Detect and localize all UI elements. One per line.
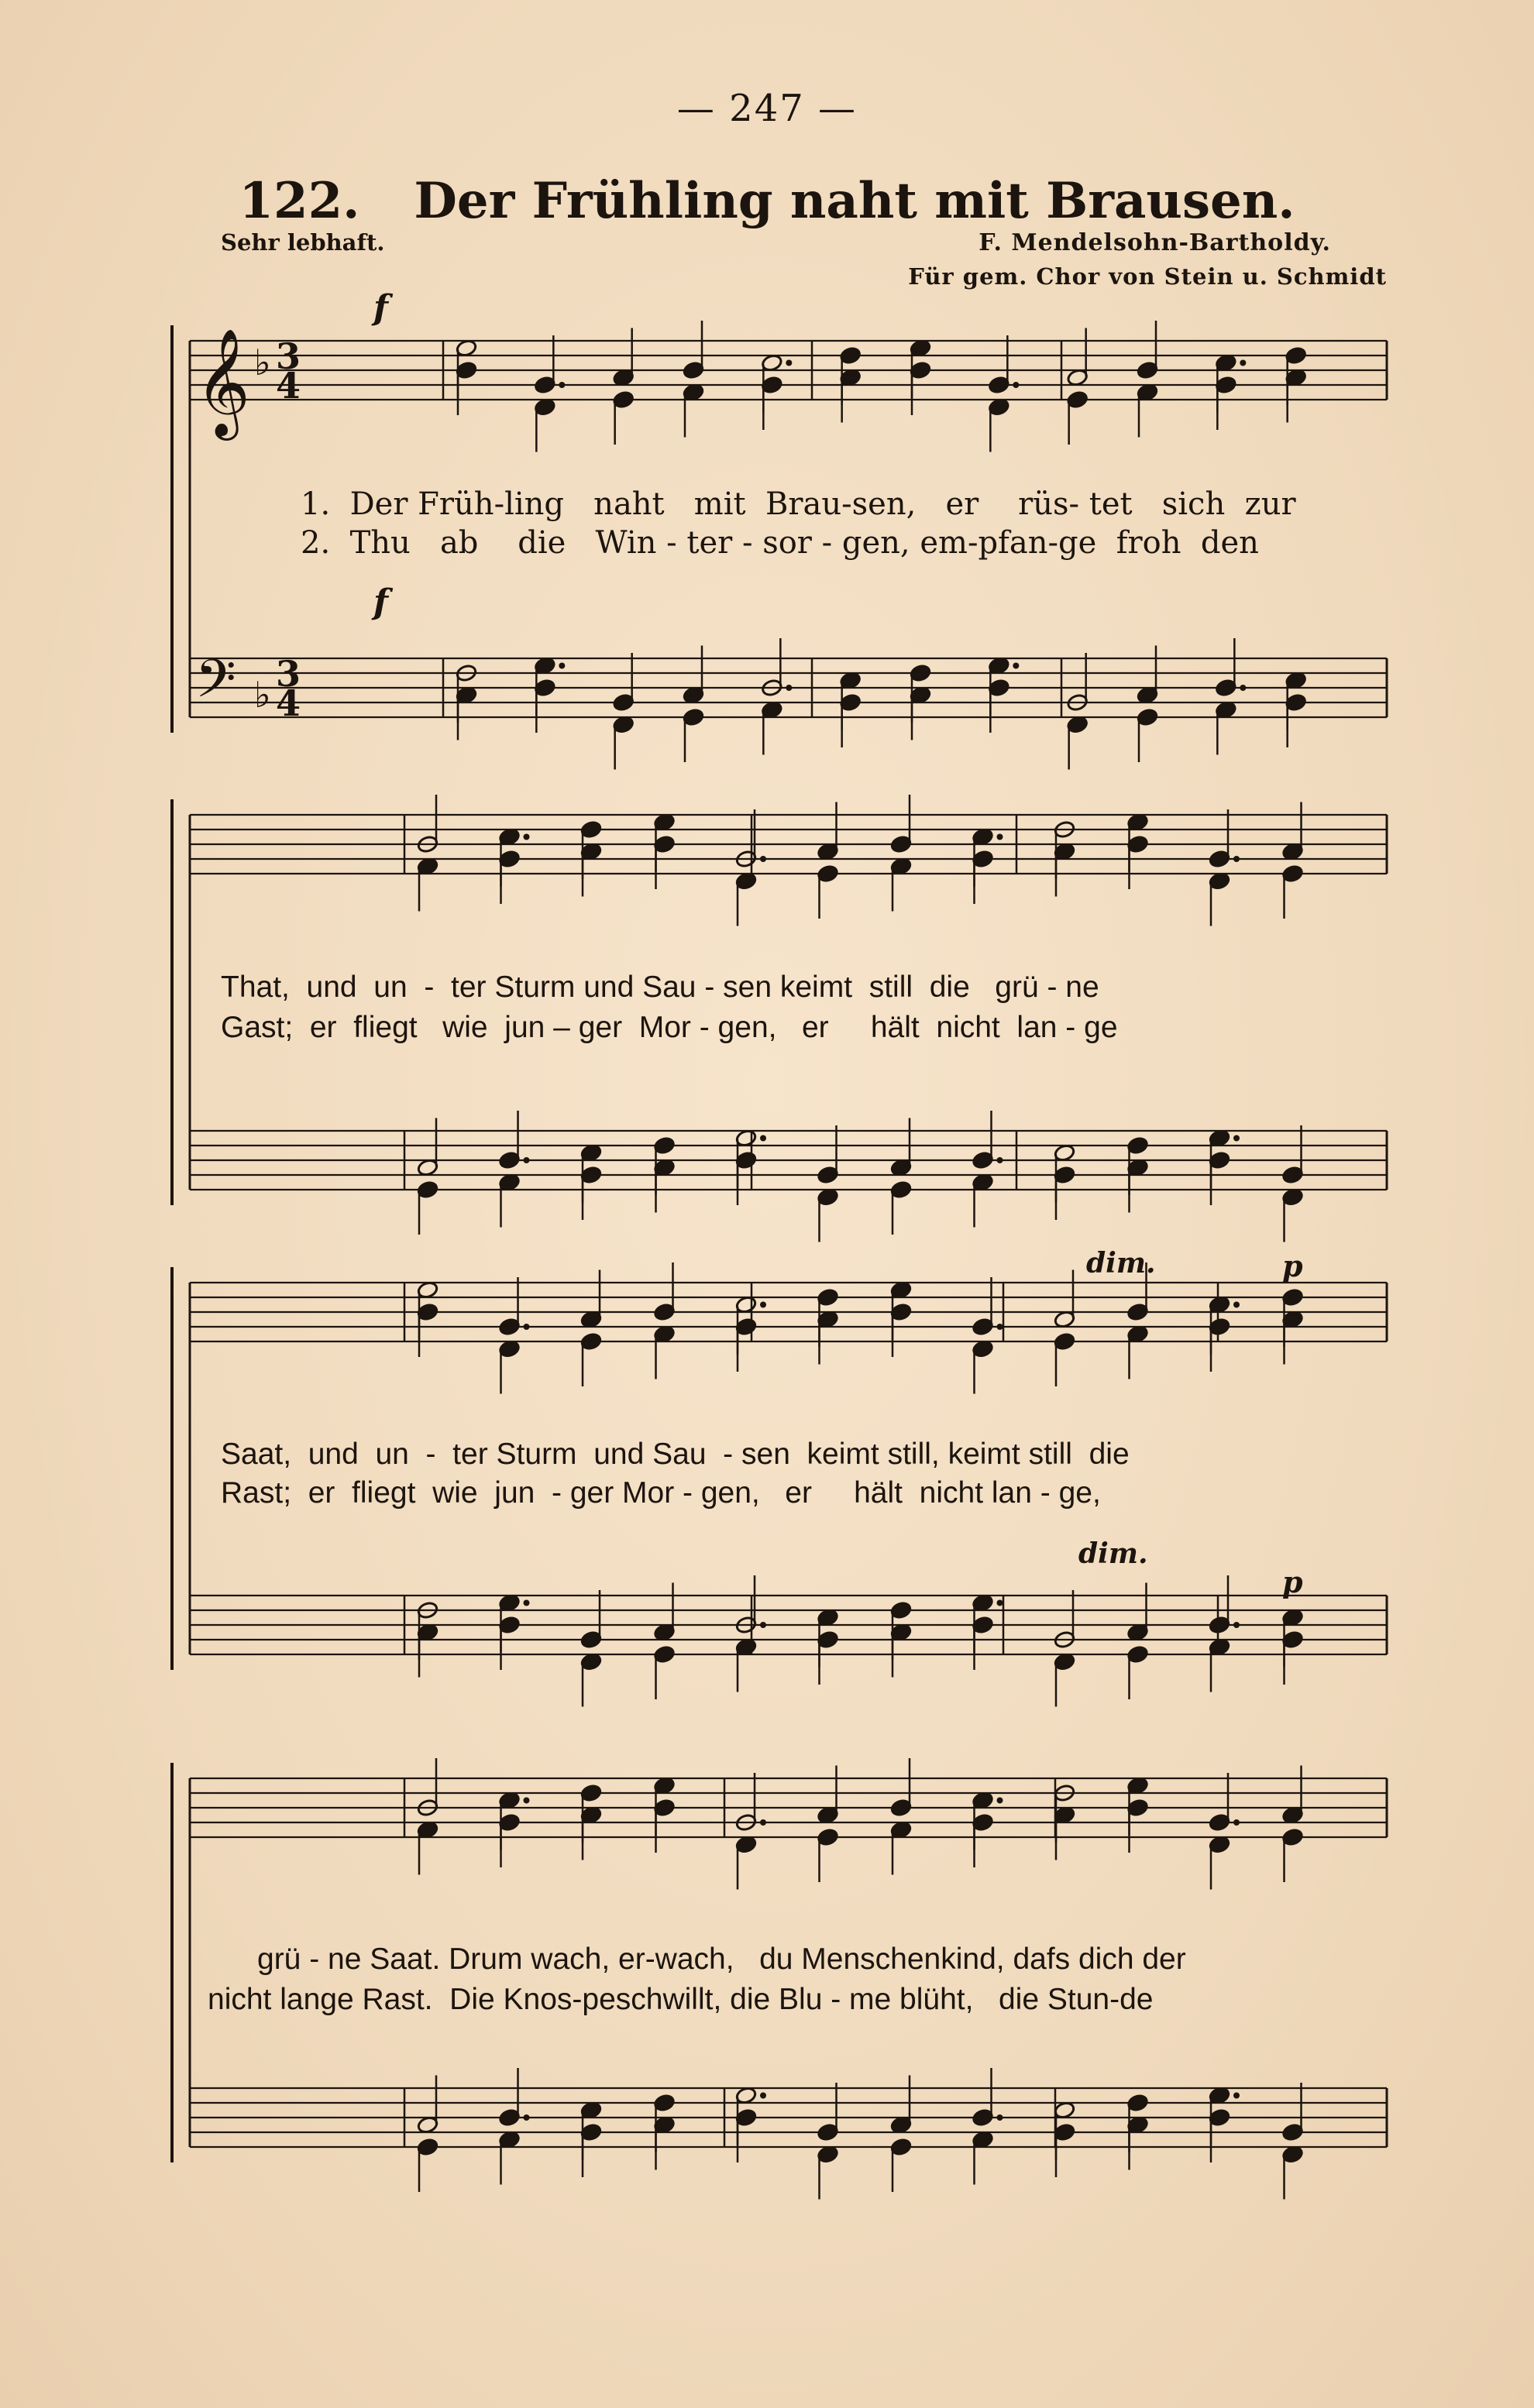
augmentation-dot: [760, 1135, 766, 1142]
augmentation-dot: [1013, 663, 1019, 669]
augmentation-dot: [524, 2114, 530, 2121]
treble-clef-icon: 𝄞: [195, 328, 250, 436]
augmentation-dot: [997, 1157, 1003, 1163]
lyric-line-verse1-system1: 1. Der Früh-ling naht mit Brau-sen, er rüs- tet sich zur: [301, 486, 1296, 522]
augmentation-dot: [760, 1302, 766, 1308]
augmentation-dot: [1240, 685, 1246, 691]
key-flat-icon: ♭: [254, 342, 271, 383]
dynamic-dim-bass: dim.: [1078, 1537, 1148, 1570]
augmentation-dot: [559, 663, 565, 669]
augmentation-dot: [524, 1600, 530, 1606]
time-signature-bottom: 4: [276, 682, 301, 724]
augmentation-dot: [997, 1798, 1003, 1804]
bass-clef-icon: 𝄢: [195, 649, 236, 723]
augmentation-dot: [1233, 1819, 1240, 1826]
augmentation-dot: [760, 1622, 766, 1628]
augmentation-dot: [524, 1324, 530, 1330]
augmentation-dot: [1233, 856, 1240, 862]
dynamic-forte-treble: f: [373, 288, 388, 328]
augmentation-dot: [997, 834, 1003, 840]
song-title: Der Frühling naht mit Brausen.: [414, 172, 1295, 230]
augmentation-dot: [1240, 360, 1246, 366]
augmentation-dot: [760, 2093, 766, 2099]
time-signature-top: 3: [276, 335, 301, 377]
augmentation-dot: [524, 1157, 530, 1163]
augmentation-dot: [997, 1324, 1003, 1330]
augmentation-dot: [997, 2114, 1003, 2121]
dynamic-piano-treble: p: [1282, 1249, 1303, 1283]
composer-credit: F. Mendelsohn-Bartholdy.: [979, 229, 1331, 256]
augmentation-dot: [760, 856, 766, 862]
dynamic-piano-bass: p: [1282, 1565, 1303, 1599]
dynamic-dim-treble: dim.: [1086, 1247, 1156, 1280]
augmentation-dot: [524, 834, 530, 840]
augmentation-dot: [1233, 1622, 1240, 1628]
lyric-line-verse1-system2: That, und un - ter Sturm und Sau - sen keimt still die grü - ne: [221, 970, 1099, 1004]
lyric-line-verse2-system2: Gast; er fliegt wie jun – ger Mor - gen, er hält nicht lan - ge: [221, 1011, 1118, 1044]
lyric-line-verse1-system3: Saat, und un - ter Sturm und Sau - sen keimt still, keimt still die: [221, 1438, 1130, 1471]
augmentation-dot: [760, 1819, 766, 1826]
augmentation-dot: [559, 382, 565, 388]
augmentation-dot: [786, 360, 792, 366]
time-signature-bottom: 4: [276, 365, 301, 407]
augmentation-dot: [1013, 382, 1019, 388]
key-flat-icon: ♭: [254, 674, 271, 716]
augmentation-dot: [524, 1798, 530, 1804]
lyric-line-verse2-system1: 2. Thu ab die Win - ter - sor - gen, em-pfan-ge froh den: [301, 525, 1259, 561]
lyric-line-verse2-system3: Rast; er fliegt wie jun - ger Mor - gen, er hält nicht lan - ge,: [221, 1476, 1101, 1510]
augmentation-dot: [1233, 1302, 1240, 1308]
augmentation-dot: [1233, 1135, 1240, 1142]
page-number: — 247 —: [676, 87, 858, 130]
arrangement-credit: Für gem. Chor von Stein u. Schmidt: [908, 263, 1387, 290]
dynamic-forte-bass: f: [373, 582, 388, 622]
lyric-line-verse1-system4: grü - ne Saat. Drum wach, er-wach, du Menschenkind, dafs dich der: [257, 1943, 1186, 1976]
augmentation-dot: [997, 1600, 1003, 1606]
lyric-line-verse2-system4: nicht lange Rast. Die Knos-peschwillt, die Blu - me blüht, die Stun-de: [208, 1983, 1154, 2016]
tempo-marking: Sehr lebhaft.: [221, 229, 385, 256]
time-signature-top: 3: [276, 653, 301, 695]
augmentation-dot: [786, 685, 792, 691]
augmentation-dot: [1233, 2093, 1240, 2099]
song-number: 122.: [239, 172, 360, 230]
